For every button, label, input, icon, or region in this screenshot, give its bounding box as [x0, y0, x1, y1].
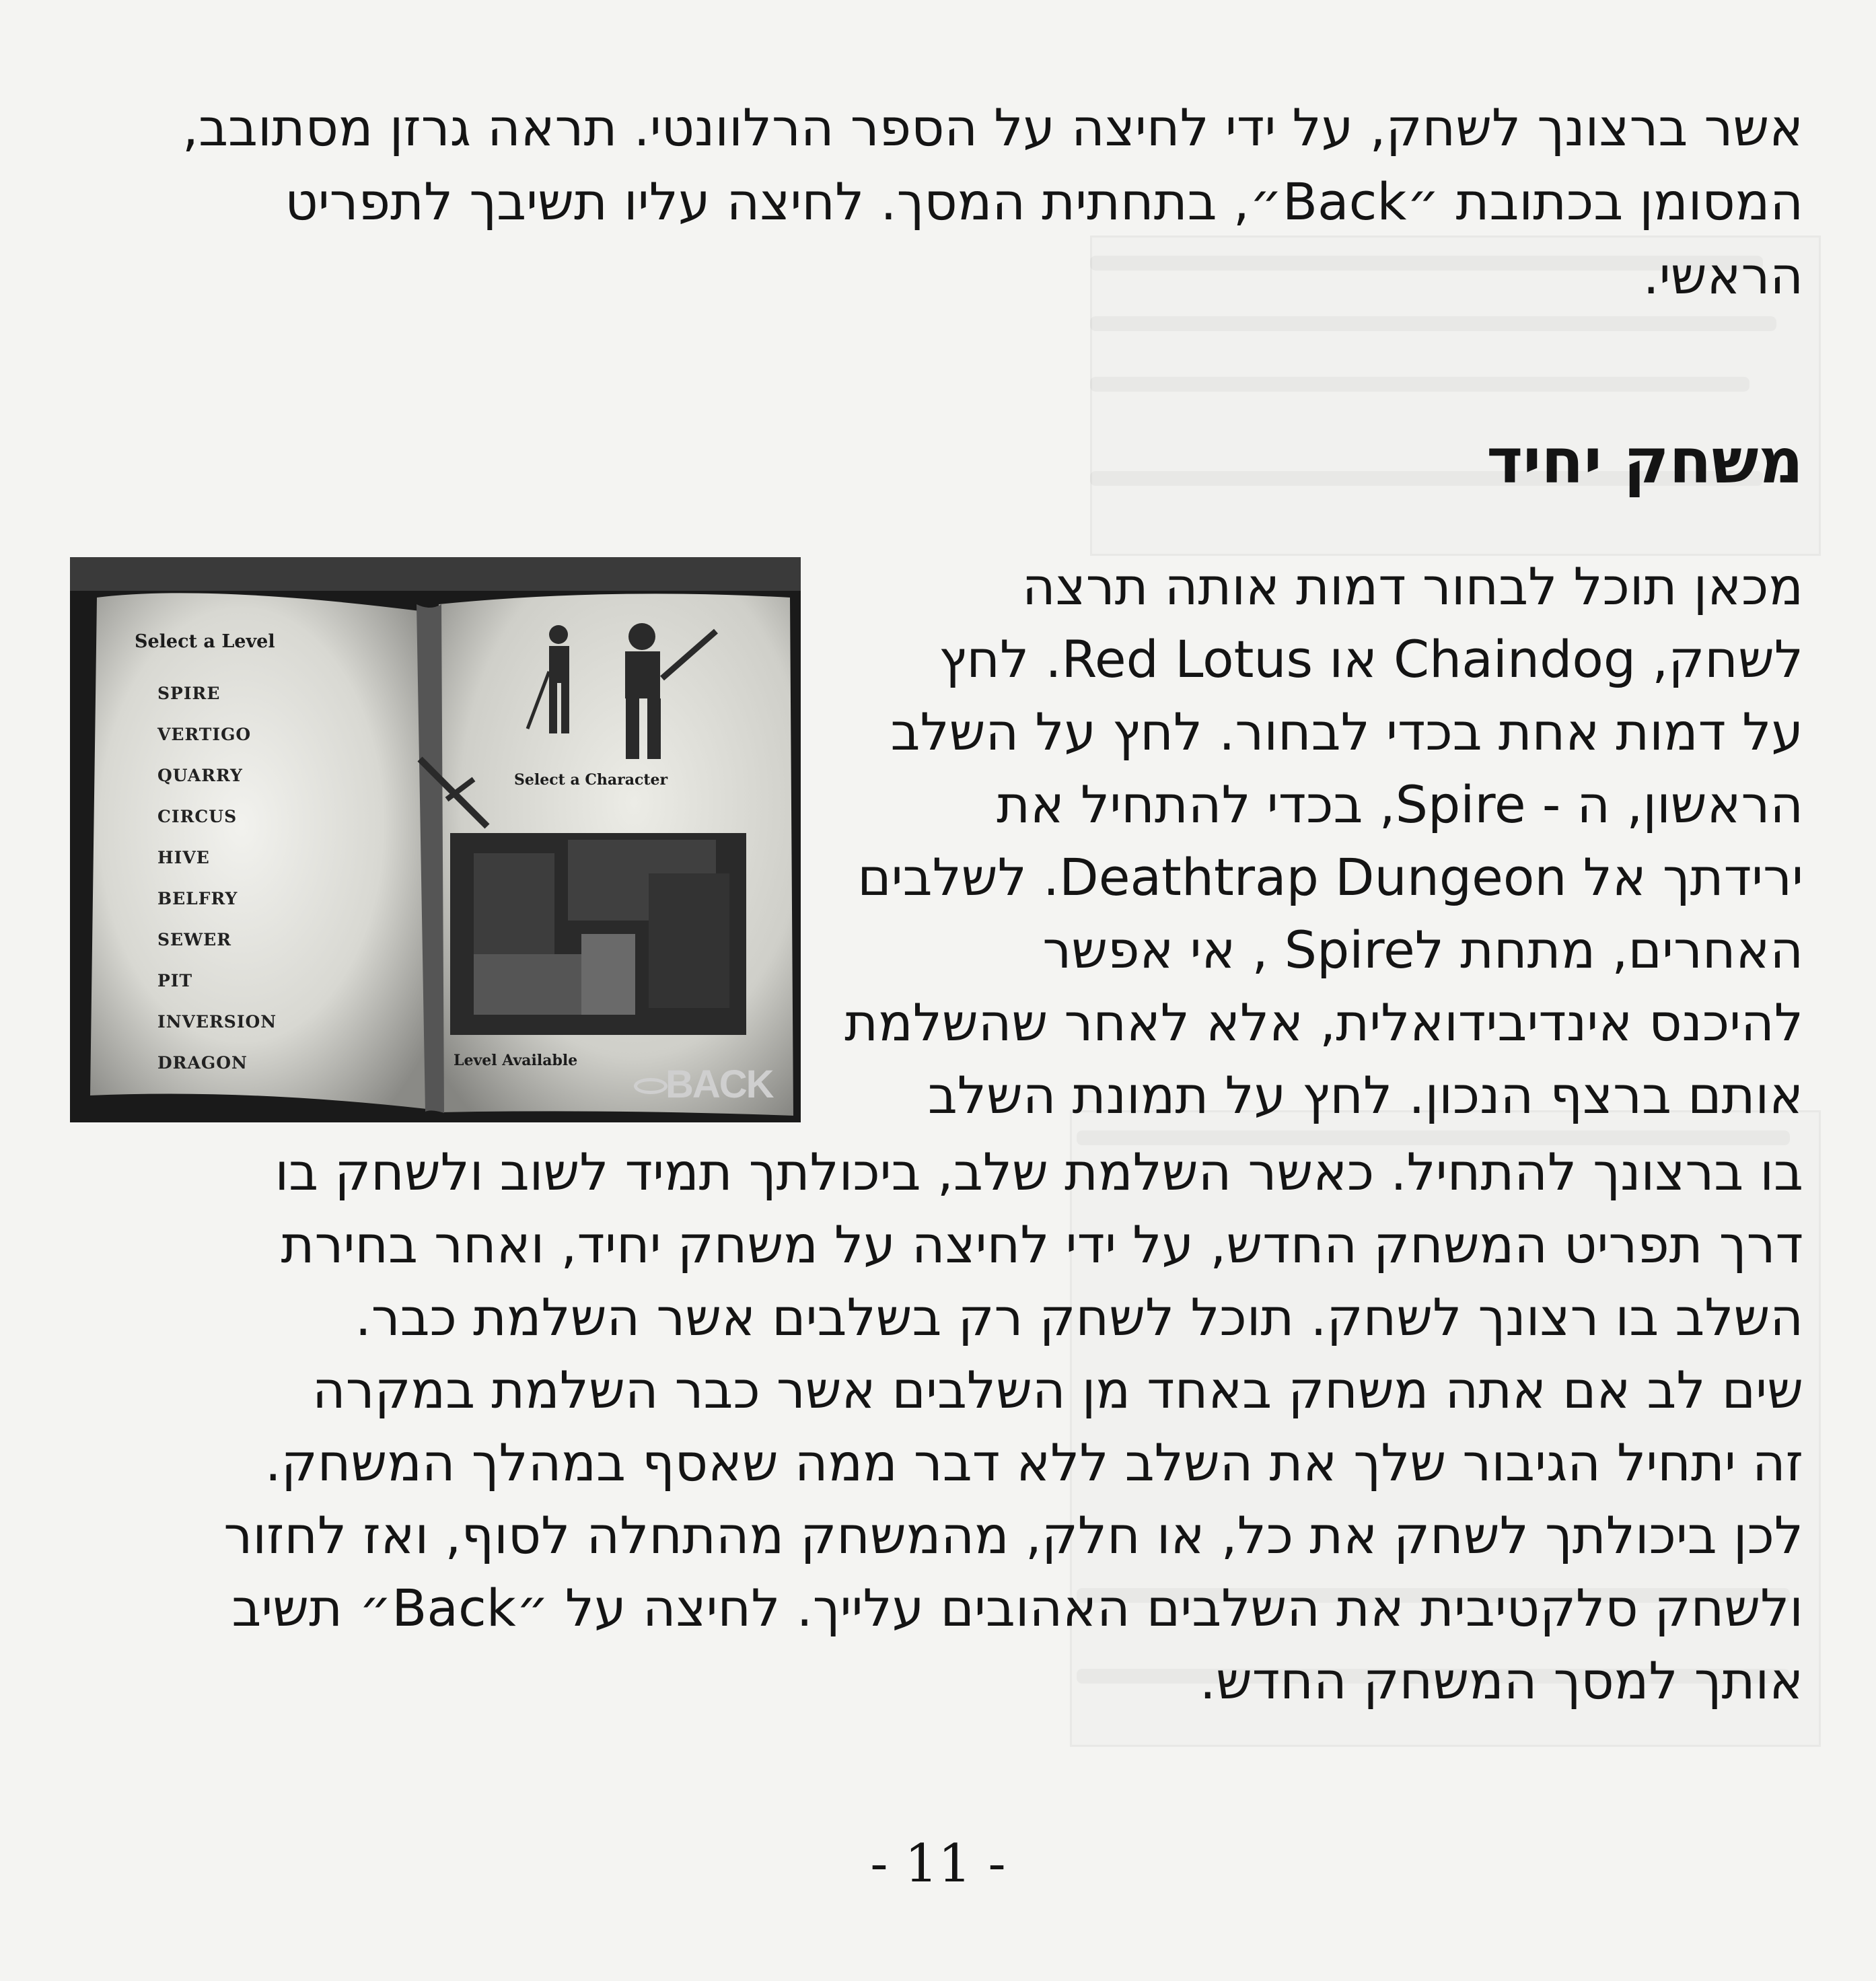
body-line: ולשחק סלקטיבית את השלבים האהובים עלייך. לחיצה על ״Back״ תשיב: [231, 1578, 1803, 1638]
body-line: הראשון, ה - Spire, בכדי להתחיל את: [997, 775, 1803, 834]
axe-icon[interactable]: [634, 1078, 668, 1094]
section-heading: משחק יחיד: [1486, 425, 1803, 497]
level-item[interactable]: INVERSION: [157, 1012, 277, 1032]
level-item[interactable]: SEWER: [157, 930, 232, 949]
game-screenshot: [70, 557, 801, 1122]
level-available-label: Level Available: [454, 1052, 578, 1069]
body-line: ירידתך אל Deathtrap Dungeon. לשלבים: [857, 847, 1803, 907]
level-item[interactable]: BELFRY: [157, 889, 238, 908]
level-item[interactable]: VERTIGO: [157, 725, 252, 744]
body-line: אותם ברצף הנכון. לחץ על תמונת השלב: [927, 1065, 1803, 1125]
level-item[interactable]: DRAGON: [157, 1053, 248, 1073]
show-through-line: [1090, 377, 1749, 392]
body-line: אותך למסך המשחק החדש.: [1199, 1651, 1803, 1710]
select-level-title: Select a Level: [135, 631, 275, 652]
body-line: בו ברצונך להתחיל. כאשר השלמת שלב, ביכולתך תמיד לשוב ולשחק בו: [275, 1142, 1803, 1202]
intro-line: אשר ברצונך לשחק, על ידי לחיצה על הספר הרלוונטי. תראה גרזן מסתובב,: [182, 98, 1803, 157]
show-through-line: [1090, 316, 1776, 331]
body-line: מכאן תוכל לבחור דמות אותה תרצה: [1021, 556, 1803, 616]
level-item[interactable]: QUARRY: [157, 766, 243, 785]
level-list: [157, 673, 277, 1083]
page-number: - 11 -: [870, 1834, 1006, 1894]
body-line: זה יתחיל הגיבור שלך את השלב ללא דבר ממה שאסף במהלך המשחק.: [264, 1433, 1803, 1492]
level-item[interactable]: SPIRE: [157, 684, 221, 703]
body-line: לכן ביכולתך לשחק את כל, או חלק, מהמשחק מהתחלה לסוף, ואז לחזור: [223, 1505, 1803, 1565]
body-line: השלב בו רצונך לשחק. תוכל לשחק רק בשלבים אשר השלמת כבר.: [355, 1287, 1803, 1347]
body-line: להיכנס אינדיבידואלית, אלא לאחר שהשלמת: [844, 993, 1803, 1052]
body-line: האחרים, מתחת לSpire , אי אפשר: [1042, 920, 1803, 980]
level-item[interactable]: PIT: [157, 971, 193, 991]
body-line: לשחק, Chaindog או Red Lotus. לחץ: [939, 629, 1803, 689]
back-button[interactable]: BACK: [665, 1062, 773, 1106]
select-character-label: Select a Character: [514, 771, 668, 789]
intro-line: הראשי.: [1643, 246, 1803, 305]
body-line: על דמות אחת בכדי לבחור. לחץ על השלב: [890, 702, 1803, 762]
body-line: שים לב אם אתה משחק באחד מן השלבים אשר כבר השלמת במקרה: [312, 1360, 1803, 1420]
intro-line: המסומן בכתובת ״Back״, בתחתית המסך. לחיצה עליו תשיבך לתפריט: [285, 172, 1803, 231]
level-item[interactable]: HIVE: [157, 848, 210, 867]
level-item[interactable]: CIRCUS: [157, 807, 238, 826]
body-line: דרך תפריט המשחק החדש, על ידי לחיצה על משחק יחיד, ואחר בחירת: [281, 1215, 1803, 1274]
